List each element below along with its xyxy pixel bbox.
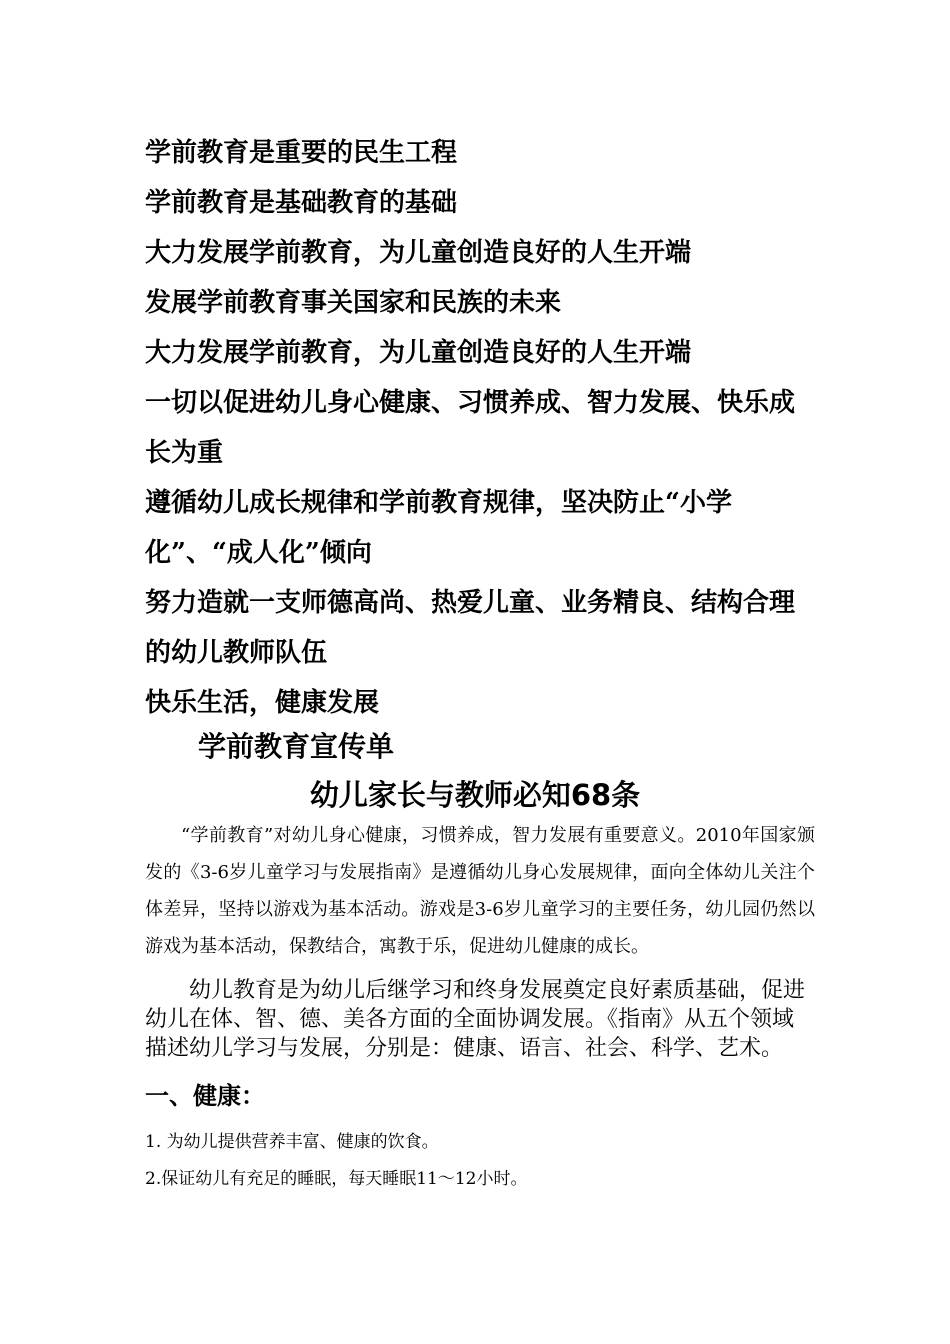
list-item: 2.保证幼儿有充足的睡眠，每天睡眠11～12小时。 bbox=[145, 1169, 528, 1189]
slogan-line: 大力发展学前教育，为儿童创造良好的人生开端 bbox=[145, 338, 692, 368]
list-item: 1. 为幼儿提供营养丰富、健康的饮食。 bbox=[145, 1132, 439, 1152]
slogan-line: 大力发展学前教育，为儿童创造良好的人生开端 bbox=[145, 238, 692, 268]
slogan-line: 遵循幼儿成长规律和学前教育规律，坚决防止“小学化”、“成人化”倾向 bbox=[145, 488, 732, 568]
slogan-line: 发展学前教育事关国家和民族的未来 bbox=[145, 288, 562, 318]
slogan-line: 一切以促进幼儿身心健康、习惯养成、智力发展、快乐成长为重 bbox=[145, 388, 796, 468]
slogan-list bbox=[145, 128, 815, 728]
main-title: 幼儿家长与教师必知68条 bbox=[309, 778, 641, 812]
slogan-line: 快乐生活，健康发展 bbox=[145, 688, 380, 718]
slogan-line: 努力造就一支师德高尚、热爱儿童、业务精良、结构合理的幼儿教师队伍 bbox=[145, 588, 796, 668]
guide-paragraph: 幼儿教育是为幼儿后继学习和终身发展奠定良好素质基础，促进幼儿在体、智、德、美各方面的全面协调发展。《指南》从五个领域描述幼儿学习与发展，分别是：健康、语言、社会、科学、艺术。 bbox=[145, 978, 806, 1061]
section-heading-health: 一、健康： bbox=[145, 1081, 265, 1110]
intro-paragraph: “学前教育”对幼儿身心健康，习惯养成，智力发展有重要意义。2010年国家颁发的《3-6岁儿童学习与发展指南》是遵循幼儿身心发展规律，面向全体幼儿关注个体差异，坚持以游戏为基本活动。游戏是3-6岁儿童学习的主要任务，幼儿园仍然以游戏为基本活动，保教结合，寓教于乐，促进幼儿健康的成长。 bbox=[145, 825, 815, 957]
flyer-title: 学前教育宣传单 bbox=[198, 730, 395, 763]
slogan-line: 学前教育是基础教育的基础 bbox=[145, 188, 458, 218]
slogan-line: 学前教育是重要的民生工程 bbox=[145, 138, 458, 168]
